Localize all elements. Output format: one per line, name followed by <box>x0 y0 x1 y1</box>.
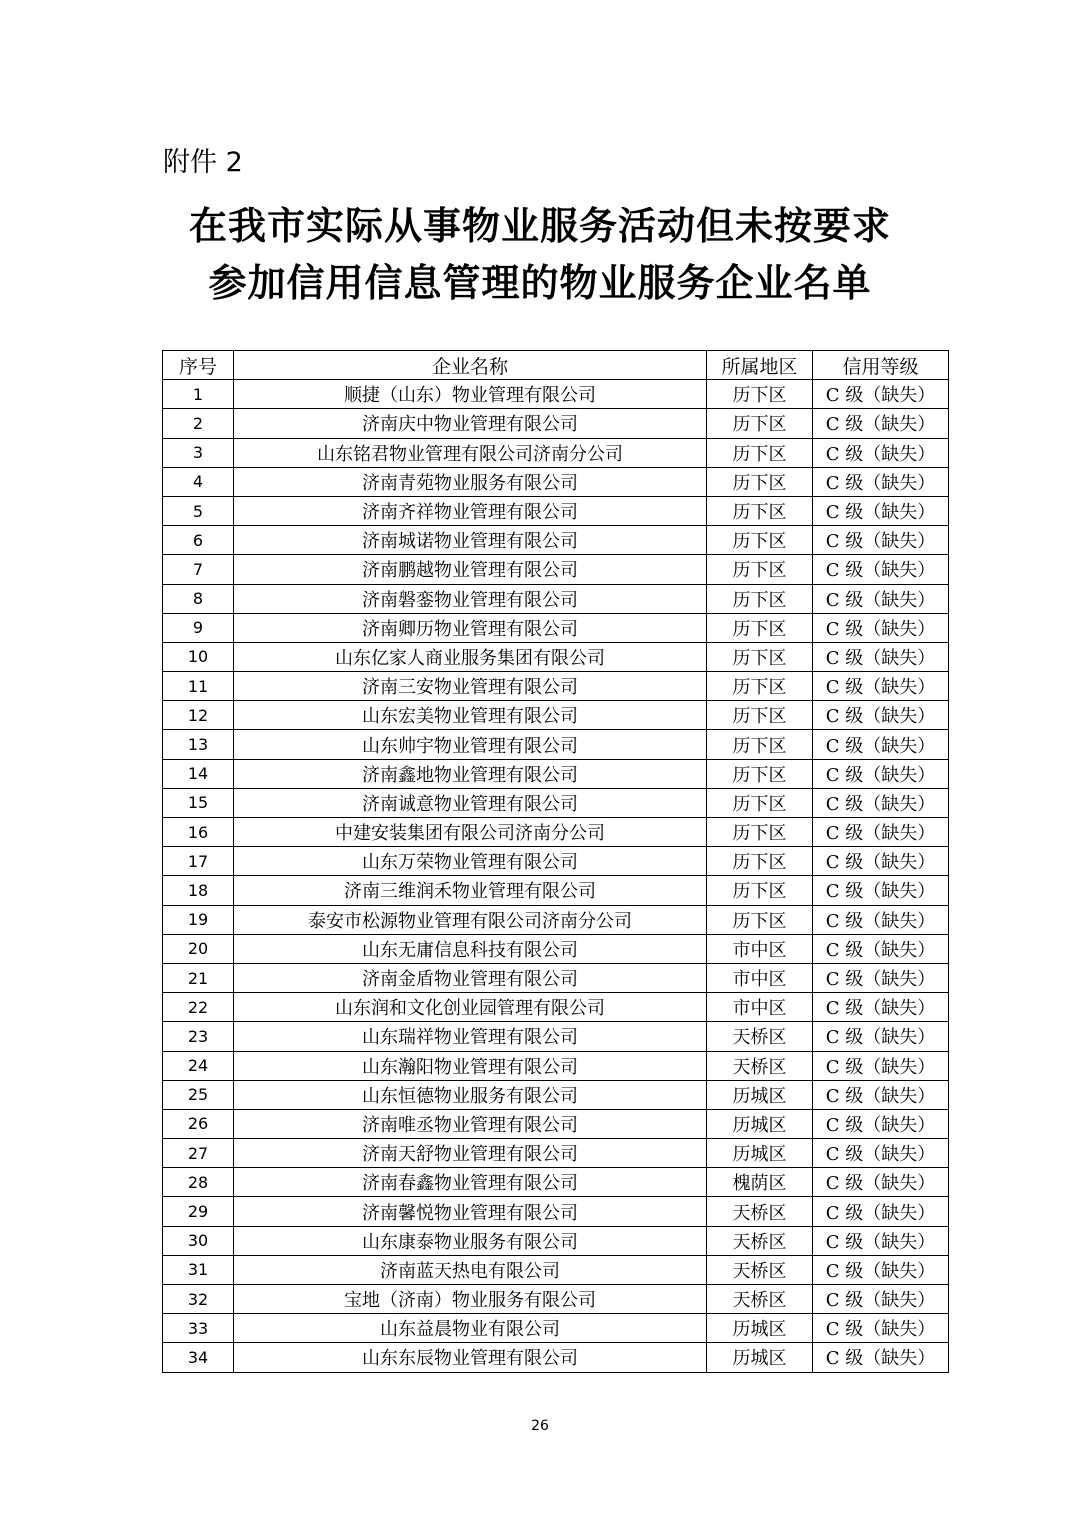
table-header-row <box>163 351 949 380</box>
table-row <box>163 1080 949 1109</box>
cell-index: 6 <box>163 526 234 555</box>
cell-enterprise-name: 济南春鑫物业管理有限公司 <box>234 1168 707 1197</box>
cell-enterprise-name: 济南庆中物业管理有限公司 <box>234 409 707 438</box>
cell-index: 5 <box>163 496 234 525</box>
attachment-label: 附件 2 <box>163 147 243 178</box>
cell-enterprise-name: 山东帅宇物业管理有限公司 <box>234 730 707 759</box>
cell-enterprise-name: 济南蓝天热电有限公司 <box>234 1255 707 1284</box>
header-index: 序号 <box>163 351 234 380</box>
table-row <box>163 847 949 876</box>
cell-district: 历下区 <box>707 672 813 701</box>
cell-index: 19 <box>163 905 234 934</box>
cell-credit-level: C 级（缺失） <box>813 496 949 525</box>
cell-credit-level: C 级（缺失） <box>813 1080 949 1109</box>
table-row <box>163 555 949 584</box>
table-row <box>163 1022 949 1051</box>
table-row <box>163 672 949 701</box>
cell-district: 天桥区 <box>707 1022 813 1051</box>
table-row <box>163 1226 949 1255</box>
cell-enterprise-name: 济南卿历物业管理有限公司 <box>234 613 707 642</box>
table-row <box>163 1051 949 1080</box>
table-row <box>163 788 949 817</box>
cell-index: 13 <box>163 730 234 759</box>
table-row <box>163 526 949 555</box>
table-row <box>163 380 949 409</box>
cell-index: 10 <box>163 642 234 671</box>
cell-credit-level: C 级（缺失） <box>813 1139 949 1168</box>
cell-district: 历下区 <box>707 759 813 788</box>
cell-enterprise-name: 泰安市松源物业管理有限公司济南分公司 <box>234 905 707 934</box>
cell-district: 历城区 <box>707 1343 813 1372</box>
cell-index: 7 <box>163 555 234 584</box>
cell-index: 34 <box>163 1343 234 1372</box>
table-row <box>163 759 949 788</box>
cell-enterprise-name: 济南三维润禾物业管理有限公司 <box>234 876 707 905</box>
page-number: 26 <box>531 1418 549 1434</box>
cell-enterprise-name: 济南青苑物业服务有限公司 <box>234 467 707 496</box>
cell-district: 历下区 <box>707 380 813 409</box>
cell-credit-level: C 级（缺失） <box>813 1285 949 1314</box>
table-row <box>163 1285 949 1314</box>
cell-enterprise-name: 顺捷（山东）物业管理有限公司 <box>234 380 707 409</box>
cell-index: 18 <box>163 876 234 905</box>
table-row <box>163 642 949 671</box>
cell-enterprise-name: 山东润和文化创业园管理有限公司 <box>234 993 707 1022</box>
cell-index: 26 <box>163 1109 234 1138</box>
cell-credit-level: C 级（缺失） <box>813 613 949 642</box>
cell-index: 11 <box>163 672 234 701</box>
cell-enterprise-name: 中建安装集团有限公司济南分公司 <box>234 818 707 847</box>
cell-index: 2 <box>163 409 234 438</box>
cell-district: 天桥区 <box>707 1051 813 1080</box>
cell-district: 天桥区 <box>707 1226 813 1255</box>
table-row <box>163 1255 949 1284</box>
cell-credit-level: C 级（缺失） <box>813 788 949 817</box>
cell-enterprise-name: 宝地（济南）物业服务有限公司 <box>234 1285 707 1314</box>
cell-index: 23 <box>163 1022 234 1051</box>
cell-credit-level: C 级（缺失） <box>813 1168 949 1197</box>
cell-credit-level: C 级（缺失） <box>813 1197 949 1226</box>
cell-credit-level: C 级（缺失） <box>813 380 949 409</box>
table-row <box>163 1139 949 1168</box>
cell-credit-level: C 级（缺失） <box>813 759 949 788</box>
table-row <box>163 730 949 759</box>
enterprise-list-table <box>162 350 949 1373</box>
table-row <box>163 934 949 963</box>
table-row <box>163 701 949 730</box>
cell-index: 31 <box>163 1255 234 1284</box>
table-row <box>163 1168 949 1197</box>
cell-index: 1 <box>163 380 234 409</box>
cell-index: 12 <box>163 701 234 730</box>
cell-district: 历下区 <box>707 730 813 759</box>
cell-credit-level: C 级（缺失） <box>813 409 949 438</box>
cell-district: 历下区 <box>707 818 813 847</box>
cell-district: 历下区 <box>707 642 813 671</box>
cell-district: 历城区 <box>707 1109 813 1138</box>
cell-index: 17 <box>163 847 234 876</box>
cell-district: 历城区 <box>707 1139 813 1168</box>
cell-enterprise-name: 山东铭君物业管理有限公司济南分公司 <box>234 438 707 467</box>
cell-district: 历下区 <box>707 584 813 613</box>
cell-district: 历下区 <box>707 613 813 642</box>
cell-district: 历下区 <box>707 555 813 584</box>
cell-enterprise-name: 济南唯丞物业管理有限公司 <box>234 1109 707 1138</box>
cell-district: 市中区 <box>707 993 813 1022</box>
cell-index: 3 <box>163 438 234 467</box>
cell-district: 历下区 <box>707 847 813 876</box>
header-enterprise-name: 企业名称 <box>234 351 707 380</box>
cell-credit-level: C 级（缺失） <box>813 642 949 671</box>
cell-credit-level: C 级（缺失） <box>813 584 949 613</box>
cell-index: 16 <box>163 818 234 847</box>
cell-district: 槐荫区 <box>707 1168 813 1197</box>
cell-enterprise-name: 济南三安物业管理有限公司 <box>234 672 707 701</box>
cell-index: 27 <box>163 1139 234 1168</box>
cell-credit-level: C 级（缺失） <box>813 876 949 905</box>
header-credit-level: 信用等级 <box>813 351 949 380</box>
cell-district: 历下区 <box>707 438 813 467</box>
table-row <box>163 1197 949 1226</box>
cell-enterprise-name: 山东恒德物业服务有限公司 <box>234 1080 707 1109</box>
cell-credit-level: C 级（缺失） <box>813 467 949 496</box>
table-row <box>163 905 949 934</box>
cell-credit-level: C 级（缺失） <box>813 1022 949 1051</box>
cell-index: 32 <box>163 1285 234 1314</box>
cell-enterprise-name: 济南天舒物业管理有限公司 <box>234 1139 707 1168</box>
table-row <box>163 1314 949 1343</box>
cell-index: 8 <box>163 584 234 613</box>
table-body <box>163 380 949 1372</box>
cell-enterprise-name: 山东益晨物业有限公司 <box>234 1314 707 1343</box>
cell-credit-level: C 级（缺失） <box>813 1255 949 1284</box>
cell-credit-level: C 级（缺失） <box>813 1051 949 1080</box>
cell-credit-level: C 级（缺失） <box>813 1109 949 1138</box>
cell-enterprise-name: 山东亿家人商业服务集团有限公司 <box>234 642 707 671</box>
cell-enterprise-name: 济南金盾物业管理有限公司 <box>234 963 707 992</box>
cell-enterprise-name: 山东东辰物业管理有限公司 <box>234 1343 707 1372</box>
header-district: 所属地区 <box>707 351 813 380</box>
table-row <box>163 438 949 467</box>
cell-index: 4 <box>163 467 234 496</box>
document-title-line-1: 在我市实际从事物业服务活动但未按要求 <box>188 203 891 248</box>
table-row <box>163 409 949 438</box>
cell-enterprise-name: 济南齐祥物业管理有限公司 <box>234 496 707 525</box>
cell-index: 29 <box>163 1197 234 1226</box>
cell-index: 14 <box>163 759 234 788</box>
cell-index: 9 <box>163 613 234 642</box>
cell-enterprise-name: 山东瀚阳物业管理有限公司 <box>234 1051 707 1080</box>
cell-enterprise-name: 山东瑞祥物业管理有限公司 <box>234 1022 707 1051</box>
cell-district: 历下区 <box>707 409 813 438</box>
cell-enterprise-name: 济南鹏越物业管理有限公司 <box>234 555 707 584</box>
table-row <box>163 876 949 905</box>
cell-district: 历下区 <box>707 905 813 934</box>
cell-enterprise-name: 济南鑫地物业管理有限公司 <box>234 759 707 788</box>
cell-index: 25 <box>163 1080 234 1109</box>
cell-index: 21 <box>163 963 234 992</box>
cell-district: 历城区 <box>707 1314 813 1343</box>
cell-enterprise-name: 山东康泰物业服务有限公司 <box>234 1226 707 1255</box>
cell-credit-level: C 级（缺失） <box>813 1226 949 1255</box>
cell-enterprise-name: 济南诚意物业管理有限公司 <box>234 788 707 817</box>
cell-credit-level: C 级（缺失） <box>813 963 949 992</box>
cell-index: 33 <box>163 1314 234 1343</box>
cell-index: 30 <box>163 1226 234 1255</box>
table-row <box>163 818 949 847</box>
table-row <box>163 467 949 496</box>
cell-index: 22 <box>163 993 234 1022</box>
cell-district: 历下区 <box>707 526 813 555</box>
cell-credit-level: C 级（缺失） <box>813 701 949 730</box>
table-row <box>163 584 949 613</box>
cell-index: 15 <box>163 788 234 817</box>
cell-credit-level: C 级（缺失） <box>813 526 949 555</box>
cell-credit-level: C 级（缺失） <box>813 672 949 701</box>
table-row <box>163 1109 949 1138</box>
cell-index: 24 <box>163 1051 234 1080</box>
cell-enterprise-name: 山东宏美物业管理有限公司 <box>234 701 707 730</box>
cell-credit-level: C 级（缺失） <box>813 818 949 847</box>
cell-enterprise-name: 济南城诺物业管理有限公司 <box>234 526 707 555</box>
cell-credit-level: C 级（缺失） <box>813 905 949 934</box>
cell-district: 市中区 <box>707 963 813 992</box>
cell-enterprise-name: 济南馨悦物业管理有限公司 <box>234 1197 707 1226</box>
cell-credit-level: C 级（缺失） <box>813 847 949 876</box>
table-row <box>163 963 949 992</box>
cell-credit-level: C 级（缺失） <box>813 993 949 1022</box>
cell-index: 28 <box>163 1168 234 1197</box>
cell-credit-level: C 级（缺失） <box>813 555 949 584</box>
cell-district: 天桥区 <box>707 1197 813 1226</box>
cell-district: 历下区 <box>707 467 813 496</box>
cell-enterprise-name: 济南磐銮物业管理有限公司 <box>234 584 707 613</box>
table-row <box>163 613 949 642</box>
cell-district: 天桥区 <box>707 1285 813 1314</box>
cell-district: 历城区 <box>707 1080 813 1109</box>
cell-district: 历下区 <box>707 496 813 525</box>
table-row <box>163 496 949 525</box>
cell-credit-level: C 级（缺失） <box>813 1314 949 1343</box>
table-row <box>163 993 949 1022</box>
cell-district: 历下区 <box>707 876 813 905</box>
cell-district: 市中区 <box>707 934 813 963</box>
document-title-line-2: 参加信用信息管理的物业服务企业名单 <box>208 260 872 305</box>
cell-district: 历下区 <box>707 788 813 817</box>
cell-district: 历下区 <box>707 701 813 730</box>
cell-index: 20 <box>163 934 234 963</box>
cell-enterprise-name: 山东万荣物业管理有限公司 <box>234 847 707 876</box>
cell-district: 天桥区 <box>707 1255 813 1284</box>
cell-enterprise-name: 山东无庸信息科技有限公司 <box>234 934 707 963</box>
cell-credit-level: C 级（缺失） <box>813 730 949 759</box>
cell-credit-level: C 级（缺失） <box>813 1343 949 1372</box>
cell-credit-level: C 级（缺失） <box>813 438 949 467</box>
cell-credit-level: C 级（缺失） <box>813 934 949 963</box>
table-row <box>163 1343 949 1372</box>
